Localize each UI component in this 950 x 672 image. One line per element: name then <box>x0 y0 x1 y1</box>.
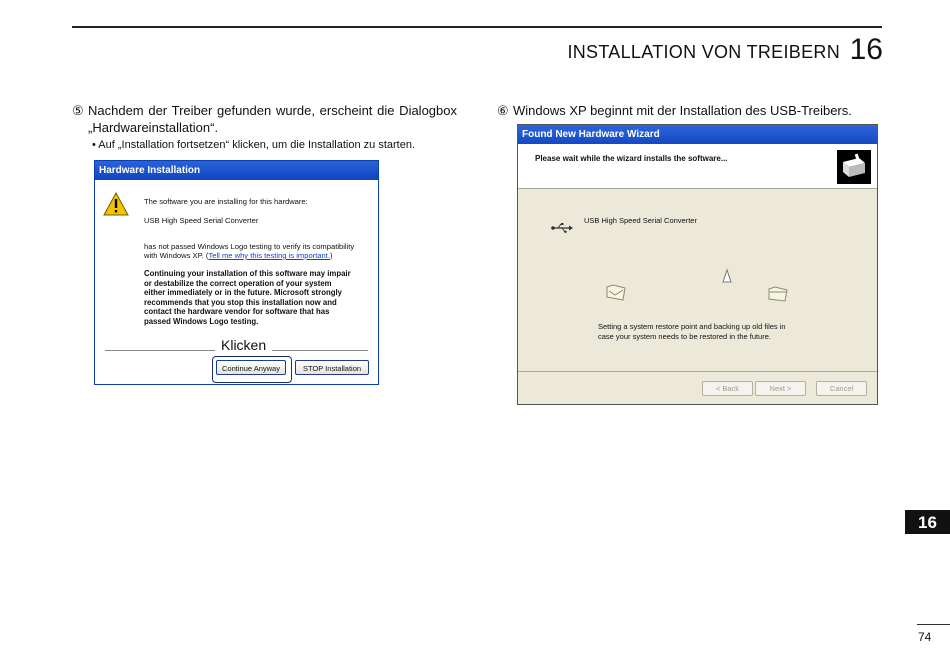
warning-line: recommends that you stop this installation now and <box>144 297 337 307</box>
wizard-separator <box>518 371 877 372</box>
logo-test-link[interactable]: Tell me why this testing is important. <box>208 251 330 260</box>
usb-icon <box>551 223 573 233</box>
step-6 <box>497 102 852 119</box>
logo-test-prefix: with Windows XP. ( <box>144 251 209 260</box>
continue-anyway-button[interactable]: Continue Anyway <box>216 360 286 375</box>
header-rule <box>72 26 882 28</box>
warning-line: Continuing your installation of this software may impair <box>144 269 351 278</box>
warning-icon <box>103 192 129 216</box>
step-text-line1: Nachdem der Treiber gefunden wurde, erscheint die Dialogbox <box>88 103 457 118</box>
found-new-hardware-wizard <box>517 124 878 405</box>
cancel-button[interactable]: Cancel <box>816 381 867 396</box>
device-name: USB High Speed Serial Converter <box>584 216 697 225</box>
logo-test-line1: has not passed Windows Logo testing to verify its compatibility <box>144 242 355 251</box>
section-title: INSTALLATION VON TREIBERN <box>567 42 840 62</box>
step-text: Windows XP beginnt mit der Installation des USB-Treibers. <box>513 103 852 118</box>
wizard-heading: Please wait while the wizard installs the software... <box>535 154 728 163</box>
page-number: 74 <box>918 630 932 644</box>
status-line1: Setting a system restore point and backing up old files in <box>598 322 786 331</box>
dialog-intro-text: The software you are installing for this hardware: <box>144 197 308 206</box>
flying-paper-icon <box>721 268 733 284</box>
chapter-tab: 16 <box>905 510 950 534</box>
back-button[interactable]: < Back <box>702 381 753 396</box>
step-bullet: • Auf „Installation fortsetzen“ klicken, um die Installation zu starten. <box>92 139 416 151</box>
warning-line: contact the hardware vendor for software that has <box>144 307 330 316</box>
logo-test-line2 <box>144 251 333 261</box>
step-text-line2: „Hardwareinstallation“. <box>88 120 219 135</box>
device-name: USB High Speed Serial Converter <box>144 216 259 225</box>
logo-test-suffix: ) <box>329 251 333 260</box>
warning-line: or destabilize the correct operation of your system <box>144 278 332 288</box>
step-number: ⑥ <box>497 103 509 118</box>
next-button[interactable]: Next > <box>755 381 806 396</box>
status-line2: case your system needs to be restored in the future. <box>598 331 772 341</box>
step-number: ⑤ <box>72 103 84 118</box>
source-folder-icon <box>605 280 627 302</box>
target-folder-icon <box>767 283 789 303</box>
dialog-body <box>95 180 378 384</box>
hardware-icon <box>837 150 871 184</box>
click-callout: Klicken <box>215 337 272 353</box>
wizard-titlebar: Found New Hardware Wizard <box>518 125 877 144</box>
warning-line: passed Windows Logo testing. <box>144 316 259 326</box>
stop-installation-button[interactable]: STOP Installation <box>295 360 369 375</box>
page-number-rule <box>917 624 950 625</box>
wizard-status-text <box>598 322 786 341</box>
dialog-titlebar: Hardware Installation <box>95 161 378 180</box>
chapter-number: 16 <box>849 33 883 66</box>
hardware-installation-dialog <box>94 160 379 385</box>
warning-line: either immediately or in the future. Microsoft strongly <box>144 288 342 297</box>
wizard-header <box>518 144 877 189</box>
step-5 <box>72 102 457 136</box>
